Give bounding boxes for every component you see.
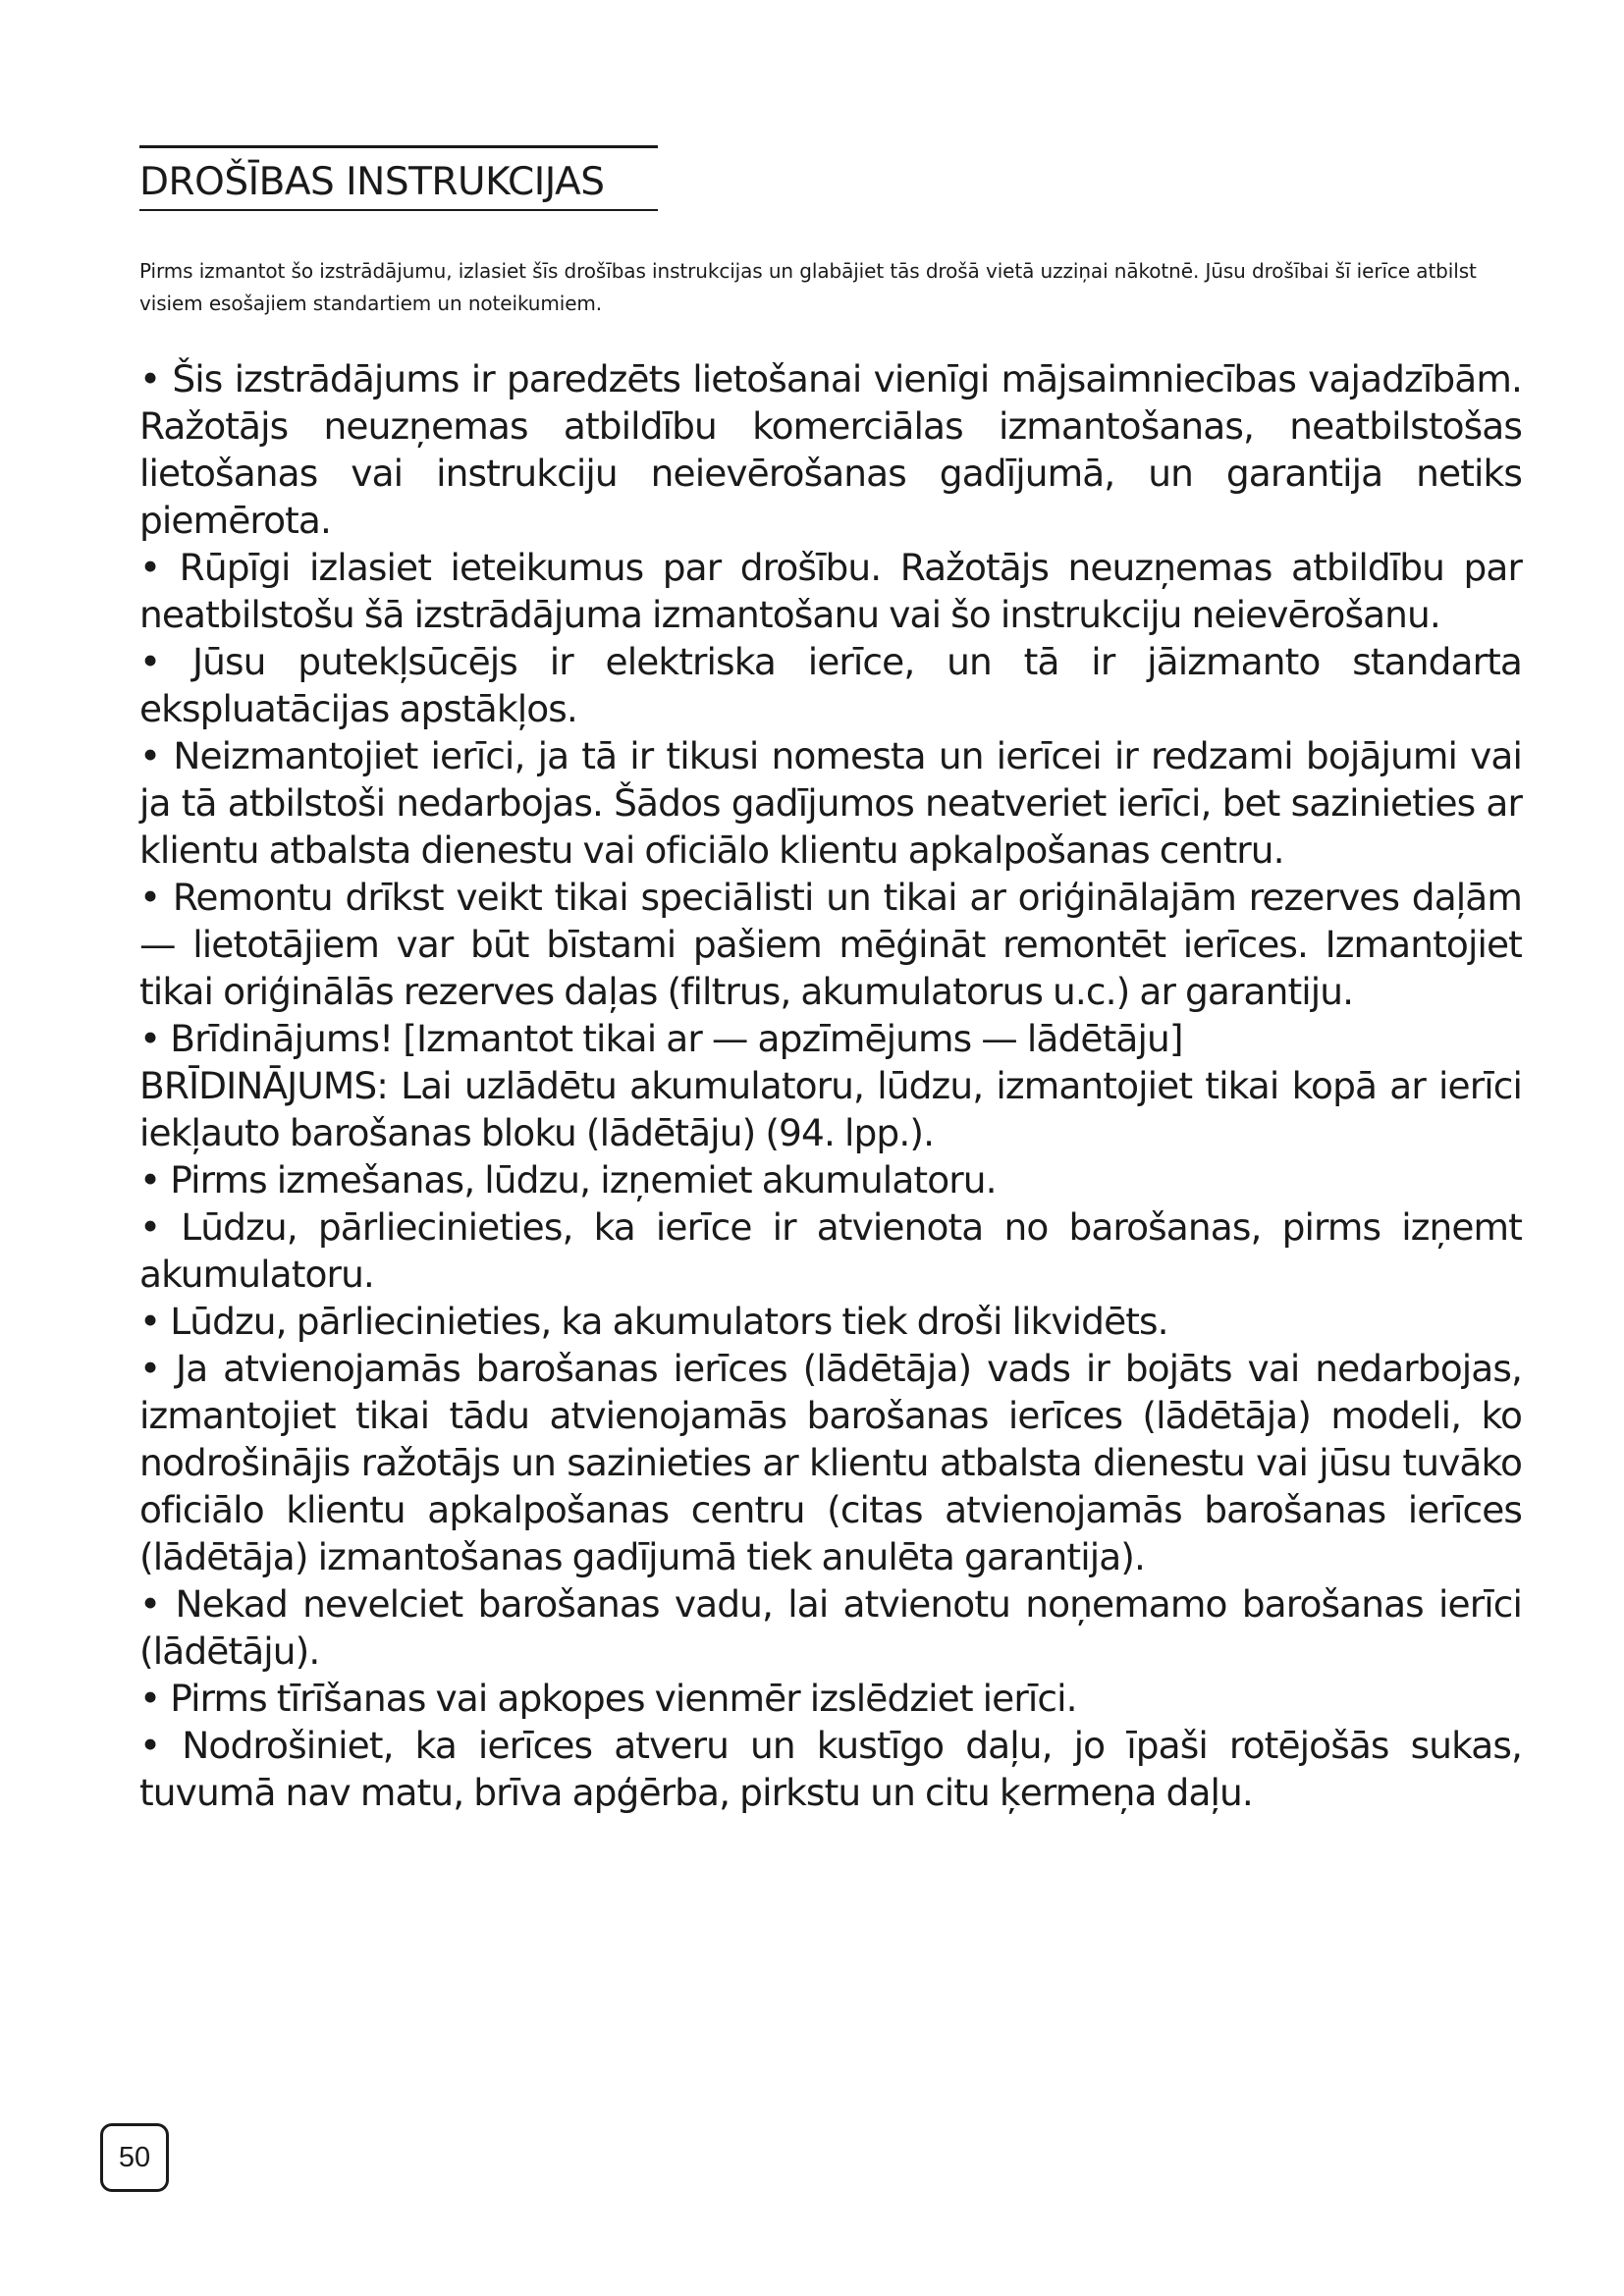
page-title: DROŠĪBAS INSTRUKCIJAS bbox=[139, 160, 605, 204]
instruction-item-damaged-charger-cord: • Ja atvienojamās barošanas ierīces (lādētāja) vads ir bojāts vai nedarbojas, izmantojiet tikai tādu atvienojamās barošanas ierīces (lādētāja) modeli, ko nodrošinājis ražotājs un sazinieties ar klientu atbalsta dienestu vai jūsu tuvāko oficiālo klientu apkalpošanas centru (citas atvienojamās barošanas ierīces (lādētāja) izmantošanas gadījumā tiek anulēta garantija). bbox=[139, 1347, 1522, 1578]
instruction-item-remove-battery: • Pirms izmešanas, lūdzu, izņemiet akumulatoru. bbox=[139, 1158, 997, 1201]
safety-instructions-list bbox=[139, 355, 1522, 1816]
instruction-item-warning-charging: BRĪDINĀJUMS: Lai uzlādētu akumulatoru, lūdzu, izmantojiet tikai kopā ar ierīci iekļauto barošanas bloku (lādētāju) (94. lpp.). bbox=[139, 1064, 1522, 1154]
instruction-item-household-use: • Šis izstrādājums ir paredzēts lietošanai vienīgi mājsaimniecības vajadzībām. Ražotājs neuzņemas atbildību komerciālas izmantošanas, neatbilstošas lietošanas vai instrukciju neievērošanas gadījumā, un garantija netiks piemērota. bbox=[139, 357, 1522, 542]
instruction-item-disconnect-power: • Lūdzu, pārliecinieties, ka ierīce ir atvienota no barošanas, pirms izņemt akumulatoru. bbox=[139, 1205, 1522, 1296]
instruction-item-switch-off-cleaning: • Pirms tīrīšanas vai apkopes vienmēr izslēdziet ierīci. bbox=[139, 1677, 1077, 1720]
instruction-item-moving-parts: • Nodrošiniet, ka ierīces atveru un kustīgo daļu, jo īpaši rotējošās sukas, tuvumā nav matu, brīva apģērba, pirkstu un citu ķermeņa daļu. bbox=[139, 1724, 1522, 1814]
instruction-item-damaged-appliance: • Neizmantojiet ierīci, ja tā ir tikusi nomesta un ierīcei ir redzami bojājumi vai ja tā atbilstoši nedarbojas. Šādos gadījumos neatveriet ierīci, bet sazinieties ar klientu atbalsta dienestu vai oficiālo klientu apkalpošanas centru. bbox=[139, 734, 1522, 872]
heading-bottom-rule bbox=[139, 209, 658, 211]
section-heading bbox=[139, 145, 660, 211]
instruction-item-electrical-appliance: • Jūsu putekļsūcējs ir elektriska ierīce, un tā ir jāizmanto standarta ekspluatācijas apstākļos. bbox=[139, 640, 1522, 730]
page-number-badge: 50 bbox=[100, 2123, 169, 2192]
instruction-item-read-carefully: • Rūpīgi izlasiet ieteikumus par drošību. Ražotājs neuzņemas atbildību par neatbilstošu šā izstrādājuma izmantošanu vai šo instrukciju neievērošanu. bbox=[139, 546, 1522, 636]
instruction-item-pull-cord: • Nekad nevelciet barošanas vadu, lai atvienotu noņemamo barošanas ierīci (lādētāju). bbox=[139, 1582, 1522, 1673]
intro-paragraph: Pirms izmantot šo izstrādājumu, izlasiet šīs drošības instrukcijas un glabājiet tās drošā vietā uzziņai nākotnē. Jūsu drošībai šī ierīce atbilst visiem esošajiem standartiem un noteikumiem. bbox=[139, 259, 1477, 315]
instruction-item-warning-charger: • Brīdinājums! [Izmantot tikai ar — apzīmējums — lādētāju] bbox=[139, 1017, 1183, 1060]
instruction-item-repairs: • Remontu drīkst veikt tikai speciālisti un tikai ar oriģinālajām rezerves daļām — lietotājiem var būt bīstami pašiem mēģināt remontēt ierīces. Izmantojiet tikai oriģinālās rezerves daļas (filtrus, akumulatorus u.c.) ar garantiju. bbox=[139, 876, 1522, 1013]
instruction-item-battery-disposal: • Lūdzu, pārliecinieties, ka akumulators tiek droši likvidēts. bbox=[139, 1300, 1168, 1343]
heading-top-rule bbox=[139, 145, 658, 148]
